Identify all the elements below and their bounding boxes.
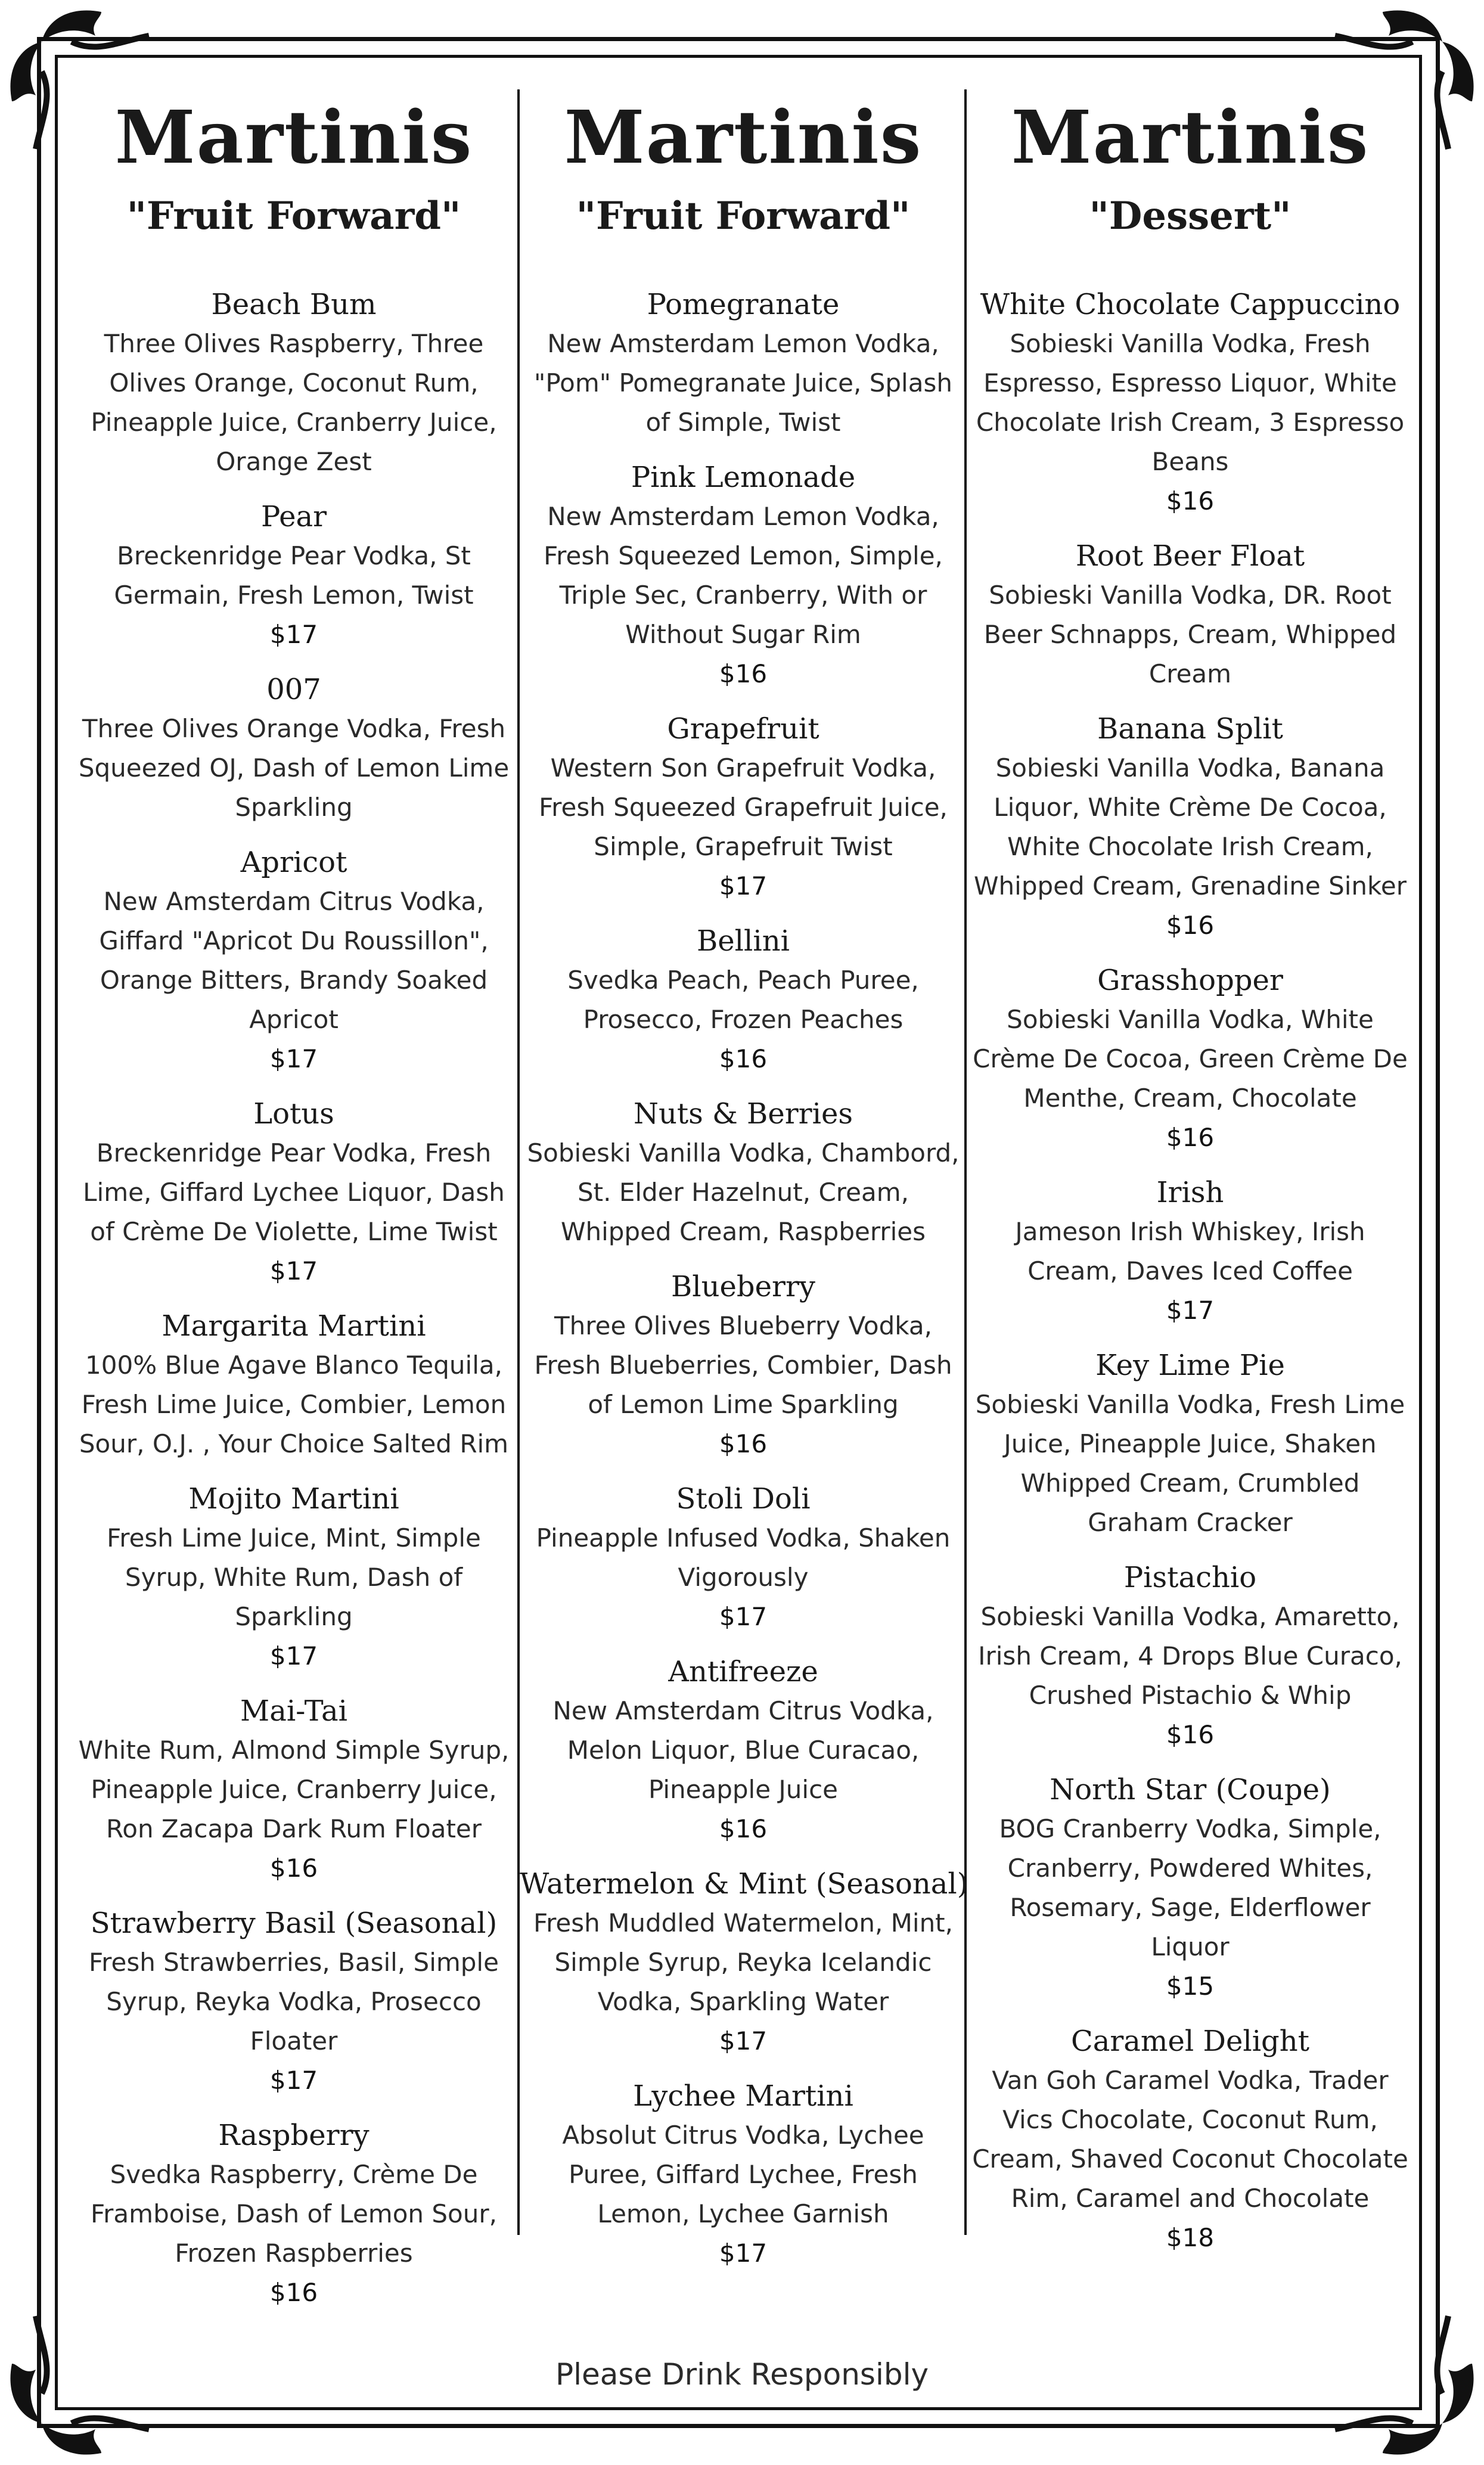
drink-price: $17	[269, 2066, 318, 2095]
drink-name: Nuts & Berries	[633, 1097, 853, 1131]
drink-price: $16	[1166, 1720, 1215, 1749]
drink-description: Western Son Grapefruit Vodka, Fresh Squeezed Grapefruit Juice, Simple, Grapefruit Twist	[539, 753, 948, 861]
drink-item	[520, 1652, 967, 1849]
drink-price: $17	[269, 1044, 318, 1073]
drink-price: $17	[269, 1256, 318, 1286]
drink-description: Svedka Raspberry, Crème De Framboise, Dash of Lemon Sour, Frozen Raspberries	[91, 2160, 497, 2268]
drink-item	[520, 921, 967, 1079]
drink-name: North Star (Coupe)	[1050, 1773, 1331, 1806]
drink-item	[70, 843, 517, 1079]
drink-price: $16	[1166, 1123, 1215, 1152]
drink-item	[520, 1267, 967, 1464]
drink-description: Jameson Irish Whiskey, Irish Cream, Daves Iced Coffee	[1015, 1217, 1365, 1286]
drink-name: Banana Split	[1097, 712, 1283, 746]
column-title: Martinis	[1011, 94, 1370, 180]
drink-item	[520, 2076, 967, 2273]
drink-description: Sobieski Vanilla Vodka, Banana Liquor, White Crème De Cocoa, White Chocolate Irish Cream, Whipped Cream, Grenadine Sinker	[974, 753, 1407, 901]
drink-price: $17	[269, 1641, 318, 1671]
column-subtitle: "Dessert"	[1089, 194, 1291, 238]
column-subtitle: "Fruit Forward"	[576, 194, 911, 238]
drink-item	[520, 458, 967, 694]
drink-name: Lotus	[253, 1097, 334, 1131]
drink-description: New Amsterdam Citrus Vodka, Giffard "Apricot Du Roussillon", Orange Bitters, Brandy Soaked Apricot	[99, 887, 489, 1034]
drink-description: Absolut Citrus Vodka, Lychee Puree, Giffard Lychee, Fresh Lemon, Lychee Garnish	[562, 2121, 924, 2228]
column-title: Martinis	[564, 94, 923, 180]
drink-price: $17	[719, 871, 768, 901]
drink-name: Pistachio	[1123, 1561, 1257, 1594]
drink-item	[967, 1770, 1414, 2006]
drink-name: Bellini	[697, 924, 790, 958]
drink-description: Svedka Peach, Peach Puree, Prosecco, Frozen Peaches	[567, 965, 919, 1034]
drink-item	[520, 1479, 967, 1637]
drink-description: Fresh Muddled Watermelon, Mint, Simple Syrup, Reyka Icelandic Vodka, Sparkling Water	[533, 1908, 954, 2016]
drink-price: $18	[1166, 2223, 1215, 2252]
drink-description: Fresh Strawberries, Basil, Simple Syrup, Reyka Vodka, Prosecco Floater	[89, 1948, 499, 2056]
drink-item	[70, 670, 517, 827]
drink-name: Grapefruit	[667, 712, 819, 746]
drink-price: $16	[1166, 911, 1215, 940]
drink-price: $16	[719, 659, 768, 688]
drink-item	[70, 1691, 517, 1888]
drink-list	[967, 285, 1414, 2258]
drink-name: Pear	[260, 500, 327, 533]
menu-column-dessert	[967, 89, 1414, 2273]
drink-description: Sobieski Vanilla Vodka, Chambord, St. Elder Hazelnut, Cream, Whipped Cream, Raspberries	[527, 1138, 960, 1246]
drink-price: $17	[719, 1602, 768, 1631]
drink-price: $17	[719, 2026, 768, 2056]
drink-name: Blueberry	[670, 1270, 816, 1303]
drink-item	[520, 709, 967, 906]
column-subtitle: "Fruit Forward"	[126, 194, 461, 238]
drink-name: Mojito Martini	[188, 1482, 399, 1516]
drink-item	[70, 1479, 517, 1676]
drink-description: Pineapple Infused Vodka, Shaken Vigorously	[536, 1523, 951, 1592]
drink-name: Irish	[1156, 1176, 1224, 1209]
drink-description: Three Olives Blueberry Vodka, Fresh Blueberries, Combier, Dash of Lemon Lime Sparkling	[534, 1311, 952, 1419]
drink-price: $16	[269, 1854, 318, 1883]
drink-description: Three Olives Raspberry, Three Olives Orange, Coconut Rum, Pineapple Juice, Cranberry Juice, Orange Zest	[91, 329, 497, 476]
footer-note: Please Drink Responsibly	[555, 2357, 929, 2392]
drink-description: Sobieski Vanilla Vodka, Fresh Lime Juice, Pineapple Juice, Shaken Whipped Cream, Crumbled Graham Cracker	[975, 1390, 1405, 1537]
drink-item	[70, 1306, 517, 1464]
drink-description: Sobieski Vanilla Vodka, White Crème De Cocoa, Green Crème De Menthe, Cream, Chocolate	[973, 1005, 1408, 1113]
drink-list	[70, 285, 517, 2312]
drink-item	[520, 285, 967, 442]
drink-description: BOG Cranberry Vodka, Simple, Cranberry, Powdered Whites, Rosemary, Sage, Elderflower Liquor	[999, 1814, 1381, 1961]
drink-name: Watermelon & Mint (Seasonal)	[520, 1867, 968, 1901]
drink-price: $16	[719, 1044, 768, 1073]
drink-description: New Amsterdam Citrus Vodka, Melon Liquor, Blue Curacao, Pineapple Juice	[552, 1696, 934, 1804]
drink-name: Pomegranate	[647, 288, 840, 321]
drink-description: New Amsterdam Lemon Vodka, Fresh Squeezed Lemon, Simple, Triple Sec, Cranberry, With or Without Sugar Rim	[544, 502, 943, 649]
drink-item	[967, 1173, 1414, 1330]
drink-description: Breckenridge Pear Vodka, Fresh Lime, Giffard Lychee Liquor, Dash of Crème De Violette, Lime Twist	[83, 1138, 505, 1246]
drink-list	[520, 285, 967, 2273]
drink-price: $16	[719, 1814, 768, 1843]
drink-item	[967, 961, 1414, 1157]
drink-item	[967, 709, 1414, 945]
drink-description: White Rum, Almond Simple Syrup, Pineapple Juice, Cranberry Juice, Ron Zacapa Dark Rum Floater	[78, 1736, 510, 1843]
drink-description: Sobieski Vanilla Vodka, Fresh Espresso, Espresso Liquor, White Chocolate Irish Cream, 3 Espresso Beans	[976, 329, 1405, 476]
drink-name: Raspberry	[218, 2119, 370, 2152]
drink-item	[70, 1094, 517, 1291]
drink-item	[967, 1558, 1414, 1755]
menu-column-fruit-forward-2	[520, 89, 967, 2289]
drink-item	[70, 1904, 517, 2100]
drink-price: $16	[719, 1429, 768, 1458]
drink-description: Sobieski Vanilla Vodka, DR. Root Beer Schnapps, Cream, Whipped Cream	[983, 580, 1397, 688]
drink-item	[520, 1094, 967, 1252]
drink-name: Stoli Doli	[676, 1482, 811, 1516]
drink-name: Antifreeze	[668, 1655, 818, 1688]
drink-name: Root Beer Float	[1075, 539, 1305, 573]
drink-name: Mai-Tai	[240, 1694, 347, 1728]
drink-name: Grasshopper	[1097, 964, 1283, 997]
drink-price: $16	[1166, 486, 1215, 516]
drink-name: Pink Lemonade	[631, 461, 856, 494]
drink-name: Beach Bum	[211, 288, 377, 321]
drink-name: 007	[266, 673, 321, 706]
drink-name: Margarita Martini	[162, 1309, 426, 1343]
drink-name: White Chocolate Cappuccino	[980, 288, 1401, 321]
drink-description: Three Olives Orange Vodka, Fresh Squeezed OJ, Dash of Lemon Lime Sparkling	[78, 714, 510, 822]
drink-price: $17	[1166, 1296, 1215, 1325]
drink-item	[967, 1346, 1414, 1542]
drink-item	[70, 2116, 517, 2312]
drink-price: $17	[269, 620, 318, 649]
drink-description: 100% Blue Agave Blanco Tequila, Fresh Lime Juice, Combier, Lemon Sour, O.J. , Your Choice Salted Rim	[79, 1351, 509, 1458]
drink-description: New Amsterdam Lemon Vodka, "Pom" Pomegranate Juice, Splash of Simple, Twist	[534, 329, 952, 437]
drink-description: Sobieski Vanilla Vodka, Amaretto, Irish Cream, 4 Drops Blue Curaco, Crushed Pistachio & Whip	[978, 1602, 1402, 1710]
drink-name: Key Lime Pie	[1095, 1349, 1285, 1382]
column-title: Martinis	[114, 94, 473, 180]
drink-price: $16	[269, 2278, 318, 2307]
drink-item	[70, 497, 517, 654]
drink-description: Fresh Lime Juice, Mint, Simple Syrup, White Rum, Dash of Sparkling	[107, 1523, 481, 1631]
drink-item	[967, 2022, 1414, 2258]
drink-item	[967, 536, 1414, 694]
drink-name: Caramel Delight	[1071, 2025, 1309, 2058]
drink-description: Van Goh Caramel Vodka, Trader Vics Chocolate, Coconut Rum, Cream, Shaved Coconut Chocolate Rim, Caramel and Chocolate	[972, 2066, 1408, 2213]
menu-column-fruit-forward-1	[70, 89, 517, 2328]
drink-item	[967, 285, 1414, 521]
drink-name: Strawberry Basil (Seasonal)	[90, 1907, 498, 1940]
drink-name: Lychee Martini	[633, 2079, 853, 2113]
drink-price: $15	[1166, 1972, 1215, 2001]
drink-item	[70, 285, 517, 482]
drink-description: Breckenridge Pear Vodka, St Germain, Fresh Lemon, Twist	[114, 541, 474, 610]
drink-price: $17	[719, 2239, 768, 2268]
drink-name: Apricot	[240, 846, 347, 879]
drink-item	[520, 1864, 967, 2061]
